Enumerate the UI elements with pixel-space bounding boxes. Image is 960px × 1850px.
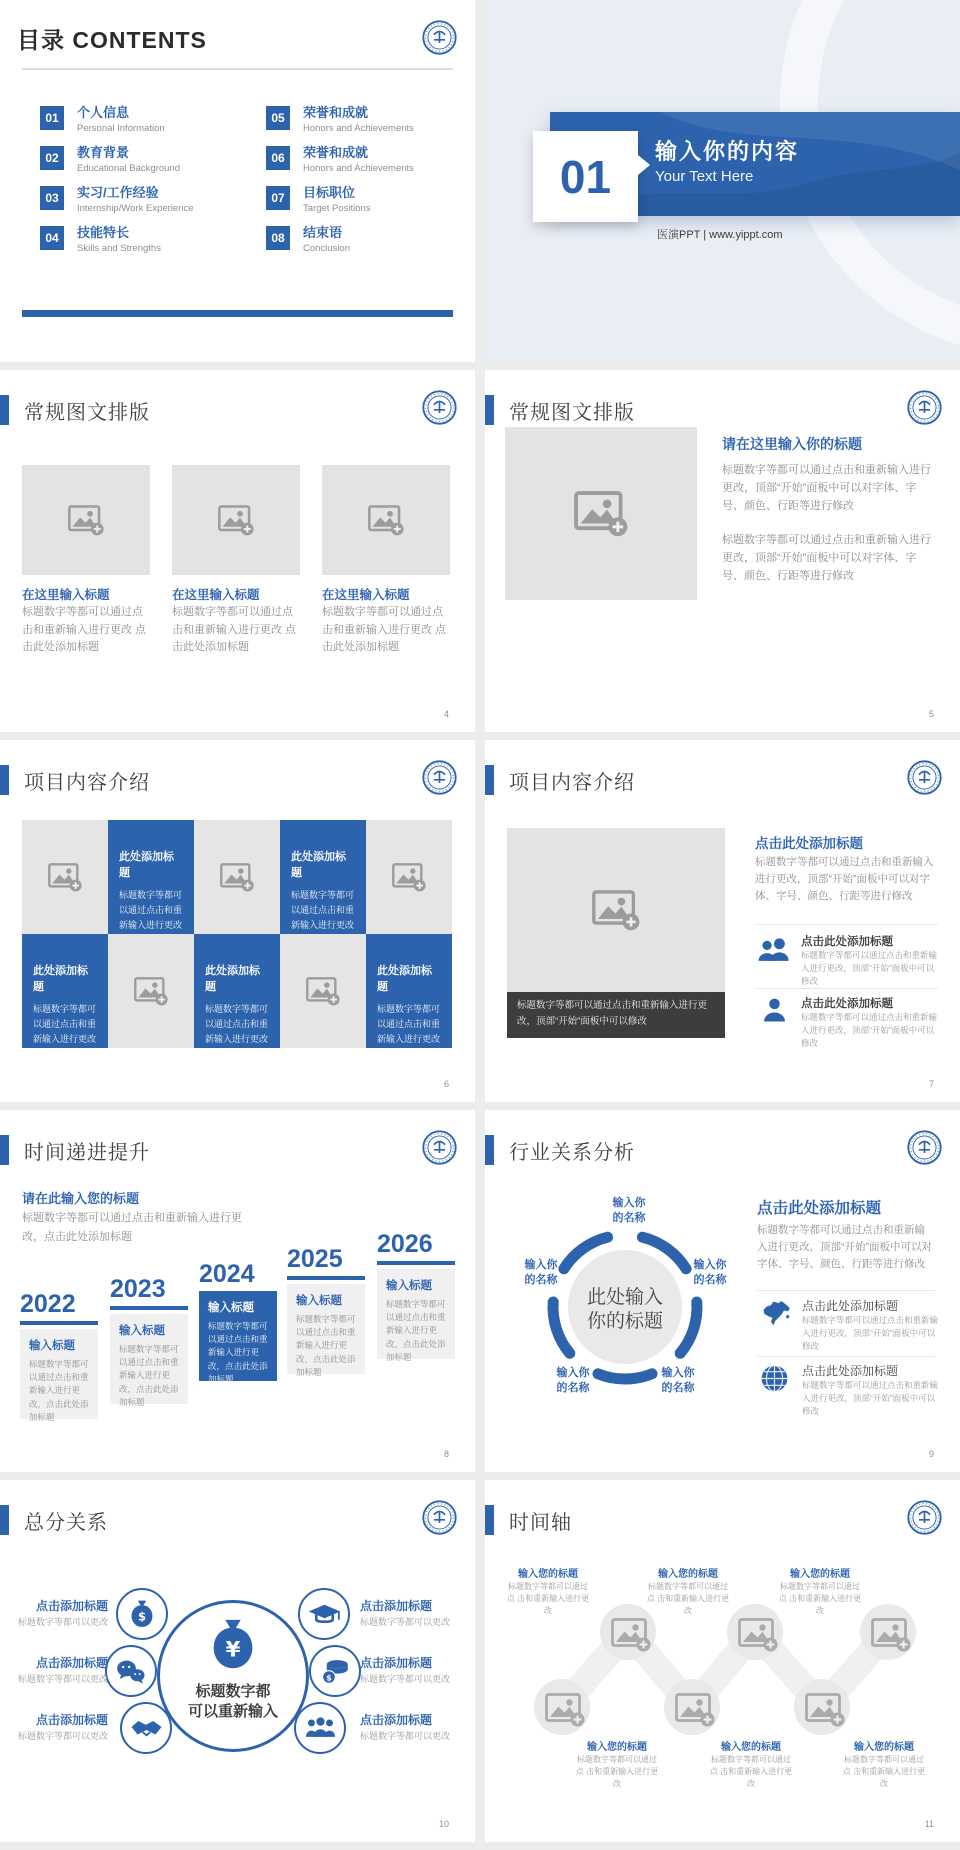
- page-number: 9: [928, 1449, 934, 1459]
- slide-title: 常规图文排版: [509, 402, 635, 424]
- axis-label-title: 输入您的标题: [518, 1569, 578, 1580]
- year-underline: [377, 1261, 455, 1265]
- title-accent-bar: [0, 1505, 9, 1535]
- add-image-icon: [574, 491, 628, 537]
- year-box-title: 输入标题: [119, 1325, 165, 1337]
- figure-caption: 在这里输入标题: [172, 588, 260, 602]
- figure-caption: 在这里输入标题: [322, 588, 410, 602]
- year-box-highlighted[interactable]: [199, 1291, 277, 1384]
- item-title-en: Honors and Achievements: [303, 122, 414, 134]
- page-number: 10: [438, 1819, 449, 1829]
- contents-item[interactable]: [40, 106, 250, 134]
- cell-body: 标题数字等都可以通过点击和重新输入进行更改: [377, 1004, 441, 1044]
- item-title-en: Skills and Strengths: [77, 242, 161, 254]
- slide-title: 时间轴: [509, 1512, 572, 1534]
- branch-body: 标题数字等都可以更改: [360, 1731, 451, 1741]
- page-number: 8: [443, 1449, 449, 1459]
- section-heading: 点击此处添加标题: [757, 1200, 882, 1217]
- ring-node-label: 输入你 的名称: [661, 1367, 695, 1394]
- center-label: 标题数字都 可以重新输入: [187, 1683, 278, 1721]
- slide-year-timeline-thumbnail[interactable]: [0, 1110, 475, 1472]
- text-cell[interactable]: [194, 934, 280, 1048]
- section-title: 输入你的内容: [655, 139, 800, 164]
- item-title-zh: 技能特长: [77, 225, 130, 240]
- ring-node-label: 输入你 的名称: [524, 1259, 558, 1286]
- contents-item[interactable]: [40, 146, 250, 174]
- image-placeholder-cell[interactable]: [194, 820, 280, 934]
- slide-industry-analysis-thumbnail[interactable]: [485, 1110, 960, 1472]
- handshake-icon: [130, 1717, 163, 1740]
- add-image-icon: [48, 863, 82, 892]
- people-group-icon: [757, 936, 791, 964]
- year-box-body: 标题数字等都可以通过点击和重新输入进行更改，点击此处添加标题: [296, 1314, 356, 1377]
- item-divider: [755, 988, 938, 989]
- branch-body: 标题数字等都可以更改: [17, 1731, 108, 1741]
- item-divider: [755, 924, 938, 925]
- slide-title: 行业关系分析: [509, 1142, 635, 1164]
- cell-body: 标题数字等都可以通过点击和重新输入进行更改: [119, 890, 183, 930]
- year-label: 2024: [199, 1260, 255, 1288]
- year-box-body: 标题数字等都可以通过点击和重新输入进行更改，点击此处添加标题: [208, 1321, 268, 1384]
- slide-figure-text-thumbnail[interactable]: [485, 370, 960, 732]
- add-image-icon: [368, 505, 404, 536]
- item-number-badge: 07: [266, 186, 290, 210]
- axis-label-body: 标题数字等都可以通过点 击和重新输入进行更改: [575, 1755, 659, 1788]
- title-accent-bar: [0, 1135, 9, 1165]
- body-paragraph: 标题数字等都可以通过点击和重新输入进行更改，顶部“开始”面板中可以对字体、字号、颜色、行距等进行修改: [722, 464, 931, 512]
- axis-label-body: 标题数字等都可以通过点 击和重新输入进行更改: [506, 1582, 590, 1615]
- school-seal-logo-icon: [421, 759, 458, 796]
- person-icon: [761, 996, 788, 1023]
- add-image-icon: [306, 977, 340, 1006]
- add-image-icon: [392, 863, 426, 892]
- branch-title: 点击添加标题: [360, 1656, 433, 1670]
- axis-label-title: 输入您的标题: [790, 1569, 850, 1580]
- body-paragraph: 标题数字等都可以通过点击和重新输入进行更改，点击此处添加标题: [22, 1212, 242, 1243]
- branch-body: 标题数字等都可以更改: [17, 1617, 108, 1627]
- figure-body-text: 标题数字等都可以通过点击和重新输入进行更改 点击此处添加标题: [322, 606, 447, 654]
- year-label: 2026: [377, 1230, 433, 1258]
- contents-item[interactable]: [266, 186, 475, 214]
- cell-title: 此处添加标题: [377, 965, 432, 993]
- item-title-zh: 荣誉和成就: [303, 105, 369, 120]
- slide-title: 时间递进提升: [24, 1142, 150, 1164]
- figure-body-text: 标题数字等都可以通过点击和重新输入进行更改 点击此处添加标题: [172, 606, 297, 654]
- image-placeholder[interactable]: [505, 427, 697, 600]
- contents-item[interactable]: [266, 146, 475, 174]
- item-number-badge: 03: [40, 186, 64, 210]
- text-cell[interactable]: [280, 820, 366, 934]
- ring-node-label: 输入你 的名称: [612, 1197, 646, 1224]
- brand-credit: 医演PPT | www.yippt.com: [657, 229, 783, 241]
- image-placeholder[interactable]: [172, 465, 300, 575]
- title-divider: [22, 68, 453, 70]
- add-image-icon: [592, 890, 640, 931]
- figure-caption: 在这里输入标题: [22, 588, 110, 602]
- china-map-icon: [757, 1298, 793, 1328]
- school-seal-logo-icon: [906, 1129, 943, 1166]
- satellite-circle: [120, 1702, 172, 1754]
- item-title-zh: 目标职位: [303, 185, 356, 200]
- list-item-title: 点击此处添加标题: [802, 1299, 899, 1313]
- contents-item[interactable]: [40, 186, 250, 214]
- school-seal-logo-icon: [906, 759, 943, 796]
- year-underline: [287, 1276, 365, 1280]
- add-image-icon: [218, 505, 254, 536]
- slide-title: 项目内容介绍: [24, 772, 150, 794]
- axis-label-body: 标题数字等都可以通过点 击和重新输入进行更改: [842, 1755, 926, 1788]
- list-item-body: 标题数字等都可以通过点击和重新输入进行更改，顶部“开始”面板中可以修改: [801, 1012, 938, 1049]
- cell-title: 此处添加标题: [119, 851, 174, 879]
- image-caption-bar: 标题数字等都可以通过点击和重新输入进行更改，顶部“开始”面板中可以修改: [507, 992, 725, 1038]
- title-accent-bar: [485, 395, 494, 425]
- item-title-en: Educational Background: [77, 162, 180, 174]
- satellite-circle: [309, 1645, 361, 1697]
- branch-body: 标题数字等都可以更改: [17, 1674, 108, 1684]
- year-box-title: 输入标题: [386, 1280, 432, 1292]
- slide-title: 常规图文排版: [24, 402, 150, 424]
- branch-title: 点击添加标题: [360, 1713, 433, 1727]
- graduation-cap-icon: [308, 1603, 341, 1626]
- people-group-icon: [304, 1716, 337, 1741]
- year-label: 2023: [110, 1275, 166, 1303]
- branch-body: 标题数字等都可以更改: [360, 1674, 451, 1684]
- item-number-badge: 08: [266, 226, 290, 250]
- add-image-icon: [68, 505, 104, 536]
- item-title-zh: 个人信息: [77, 105, 130, 120]
- image-placeholder-cell[interactable]: [108, 934, 194, 1048]
- item-title-en: Honors and Achievements: [303, 162, 414, 174]
- figure-body-text: 标题数字等都可以通过点击和重新输入进行更改 点击此处添加标题: [22, 606, 147, 654]
- school-seal-logo-icon: [906, 389, 943, 426]
- item-number-badge: 02: [40, 146, 64, 170]
- page-number: 11: [924, 1819, 934, 1829]
- page-number: 4: [443, 709, 449, 719]
- satellite-circle: [116, 1588, 168, 1640]
- money-bag-yen-icon: [203, 1616, 263, 1674]
- title-accent-bar: [485, 765, 494, 795]
- year-box[interactable]: [110, 1314, 188, 1407]
- list-item-title: 点击此处添加标题: [801, 998, 893, 1010]
- item-title-en: Internship/Work Experience: [77, 202, 194, 214]
- image-placeholder[interactable]: [322, 465, 450, 575]
- branch-body: 标题数字等都可以更改: [360, 1617, 451, 1627]
- slide-title: 总分关系: [24, 1512, 108, 1534]
- list-item-body: 标题数字等都可以通过点击和重新输入进行更改，顶部“开始”面板中可以修改: [801, 950, 938, 987]
- image-placeholder-cell[interactable]: [280, 934, 366, 1048]
- slide-section-cover-thumbnail[interactable]: [485, 0, 960, 362]
- ring-center-line1: 此处输入: [586, 1287, 663, 1308]
- ring-center-label: [580, 1286, 670, 1334]
- page-number: 7: [928, 1079, 934, 1089]
- branch-title: 点击添加标题: [35, 1599, 108, 1613]
- year-box-title: 输入标题: [208, 1302, 254, 1314]
- year-box[interactable]: [287, 1284, 365, 1377]
- section-heading: 请在此输入您的标题: [22, 1191, 140, 1206]
- item-title-en: Personal Information: [77, 122, 165, 134]
- body-paragraph: 标题数字等都可以通过点击和重新输入进行更改，顶部“开始”面板中可以对字体、字号、颜色、行距等进行修改: [722, 534, 931, 582]
- image-placeholder[interactable]: [507, 828, 725, 992]
- body-paragraph: 标题数字等都可以通过点击和重新输入进行更改，顶部“开始”面板中可以对字体、字号、颜色、行距等进行修改: [757, 1224, 932, 1270]
- title-accent-bar: [485, 1505, 494, 1535]
- branch-title: 点击添加标题: [35, 1656, 108, 1670]
- year-box[interactable]: [20, 1329, 98, 1422]
- school-seal-logo-icon: [906, 1499, 943, 1536]
- slide-project-detail-thumbnail[interactable]: [485, 740, 960, 1102]
- school-seal-logo-icon: [421, 1129, 458, 1166]
- bottom-accent-bar: [22, 310, 453, 317]
- text-cell[interactable]: [22, 934, 108, 1048]
- cell-body: 标题数字等都可以通过点击和重新输入进行更改: [205, 1004, 269, 1044]
- list-item-title: 点击此处添加标题: [801, 936, 893, 948]
- text-cell[interactable]: [366, 934, 452, 1048]
- item-number-badge: 04: [40, 226, 64, 250]
- image-placeholder[interactable]: [22, 465, 150, 575]
- slide-time-axis-thumbnail[interactable]: [485, 1480, 960, 1842]
- item-title-zh: 荣誉和成就: [303, 145, 369, 160]
- item-number-badge: 01: [40, 106, 64, 130]
- slide-project-grid-thumbnail[interactable]: [0, 740, 475, 1102]
- body-paragraph: 标题数字等都可以通过点击和重新输入进行更改，顶部“开始”面板中可以对字体、字号、颜色、行距等进行修改: [755, 856, 934, 902]
- add-image-icon: [220, 863, 254, 892]
- slide-total-relation-thumbnail[interactable]: [0, 1480, 475, 1842]
- satellite-circle: [294, 1702, 346, 1754]
- item-divider: [757, 1356, 935, 1357]
- axis-label-title: 输入您的标题: [658, 1569, 718, 1580]
- wechat-icon: [116, 1658, 146, 1685]
- branch-title: 点击添加标题: [35, 1713, 108, 1727]
- axis-label-body: 标题数字等都可以通过点 击和重新输入进行更改: [778, 1582, 862, 1615]
- slide-contents-thumbnail[interactable]: [0, 0, 475, 362]
- cell-body: 标题数字等都可以通过点击和重新输入进行更改: [291, 890, 355, 930]
- satellite-circle: [298, 1588, 350, 1640]
- year-box-title: 输入标题: [29, 1340, 75, 1352]
- image-placeholder-cell[interactable]: [366, 820, 452, 934]
- section-number-card: [533, 131, 638, 222]
- contents-item[interactable]: [266, 106, 475, 134]
- year-box-body: 标题数字等都可以通过点击和重新输入进行更改，点击此处添加标题: [29, 1359, 89, 1422]
- cell-title: 此处添加标题: [33, 965, 88, 993]
- cell-title: 此处添加标题: [205, 965, 260, 993]
- item-title-en: Conclusion: [303, 242, 350, 254]
- list-item-body: 标题数字等都可以通过点击和重新输入进行更改，顶部“开始”面板中可以修改: [802, 1380, 939, 1417]
- section-subtitle: Your Text Here: [655, 168, 754, 185]
- item-title-zh: 结束语: [303, 225, 343, 240]
- contents-title: 目录 CONTENTS: [17, 27, 207, 53]
- card-arrow-pointer: [638, 155, 650, 175]
- cell-body: 标题数字等都可以通过点击和重新输入进行更改: [33, 1004, 97, 1044]
- image-placeholder-cell[interactable]: [22, 820, 108, 934]
- money-bag-dollar-icon: [127, 1599, 157, 1629]
- year-box-body: 标题数字等都可以通过点击和重新输入进行更改，点击此处添加标题: [386, 1299, 446, 1362]
- axis-label-title: 输入您的标题: [854, 1742, 914, 1753]
- year-box[interactable]: [377, 1269, 455, 1362]
- item-number-badge: 06: [266, 146, 290, 170]
- title-accent-bar: [0, 765, 9, 795]
- year-underline: [20, 1321, 98, 1325]
- year-box-title: 输入标题: [296, 1295, 342, 1307]
- add-image-icon: [134, 977, 168, 1006]
- contents-item[interactable]: [40, 226, 250, 254]
- item-number-badge: 05: [266, 106, 290, 130]
- axis-label-title: 输入您的标题: [587, 1742, 647, 1753]
- item-divider: [757, 1290, 935, 1291]
- satellite-circle: [105, 1645, 157, 1697]
- ring-node-label: 输入你 的名称: [556, 1367, 590, 1394]
- item-title-zh: 教育背景: [77, 145, 130, 160]
- slide-three-figures-thumbnail[interactable]: [0, 370, 475, 732]
- contents-item[interactable]: [266, 226, 475, 254]
- section-heading: 点击此处添加标题: [755, 836, 863, 851]
- axis-label-title: 输入您的标题: [721, 1742, 781, 1753]
- page-number: 5: [928, 709, 934, 719]
- year-label: 2022: [20, 1290, 76, 1318]
- year-underline: [110, 1306, 188, 1310]
- item-title-zh: 实习/工作经验: [77, 185, 159, 200]
- globe-icon: [760, 1364, 789, 1393]
- ring-node-label: 输入你 的名称: [693, 1259, 727, 1286]
- school-seal-logo-icon: [421, 19, 458, 56]
- axis-label-body: 标题数字等都可以通过点 击和重新输入进行更改: [709, 1755, 793, 1788]
- slide-title: 项目内容介绍: [509, 772, 635, 794]
- coins-icon: [320, 1658, 350, 1684]
- cell-title: 此处添加标题: [291, 851, 346, 879]
- section-heading: 请在这里输入你的标题: [722, 436, 862, 452]
- branch-title: 点击添加标题: [360, 1599, 433, 1613]
- section-number: 01: [559, 150, 612, 203]
- year-box-body: 标题数字等都可以通过点击和重新输入进行更改，点击此处添加标题: [119, 1344, 179, 1407]
- text-cell[interactable]: [108, 820, 194, 934]
- axis-label-body: 标题数字等都可以通过点 击和重新输入进行更改: [646, 1582, 730, 1615]
- school-seal-logo-icon: [421, 389, 458, 426]
- year-label: 2025: [287, 1245, 343, 1273]
- school-seal-logo-icon: [421, 1499, 458, 1536]
- page-number: 6: [443, 1079, 449, 1089]
- list-item-title: 点击此处添加标题: [802, 1364, 899, 1378]
- title-accent-bar: [0, 395, 9, 425]
- item-title-en: Target Positions: [303, 202, 371, 214]
- ring-center-line2: 你的标题: [586, 1310, 663, 1332]
- list-item-body: 标题数字等都可以通过点击和重新输入进行更改，顶部“开始”面板中可以修改: [802, 1315, 939, 1352]
